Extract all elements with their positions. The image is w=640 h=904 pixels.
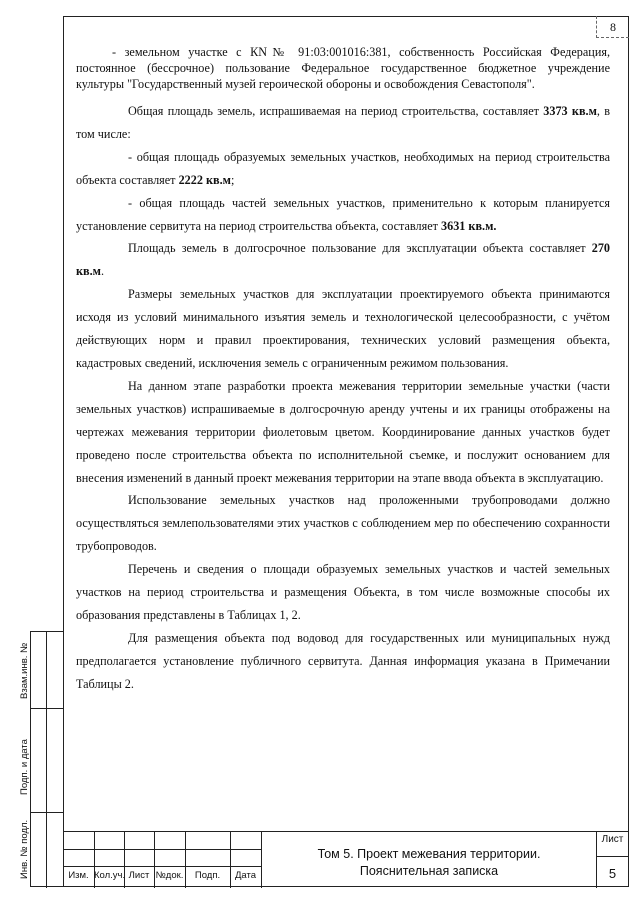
document-title [262, 846, 596, 880]
side-stamp-strip [30, 631, 63, 887]
side-label-original-inv: Инв. № подл. [19, 819, 30, 879]
document-title-line2: Пояснительная записка [359, 864, 499, 878]
side-label-replacement-inv: Взам.инв. № [19, 642, 30, 699]
paragraph-long-term-area: Площадь земель в долгосрочное пользование для эксплуатации объекта составляет 270 кв.м. [76, 241, 610, 279]
side-strip-divider [31, 812, 64, 813]
page-number-top: 8 [596, 16, 629, 38]
header-sheet: Лист [128, 870, 150, 881]
document-body [76, 44, 610, 696]
paragraph-servitude-area: - общая площадь частей земельных участков, применительно к которым планируется установление сервитута на период строительства объекта, составляет 3631 кв.м. [76, 195, 610, 233]
side-strip-column [31, 632, 47, 888]
header-signature: Подп. [194, 870, 221, 881]
long-term-area-value: 270 кв.м [76, 241, 610, 279]
header-count: Кол.уч. [94, 870, 126, 881]
document-title-line1: Том 5. Проект межевания территории. [317, 847, 541, 861]
sheet-label: Лист [601, 834, 624, 845]
paragraph-land-plot: - земельном участке с КN№ 91:03:001016:381, собственность Российская Федерация, постоянное (бессрочное) пользование Федеральное государственное бюджетное учреждение культуры "Государственный музей героической обороны и освобождения Севастополя". [76, 45, 610, 91]
total-area-value: 3373 кв.м [543, 104, 597, 118]
servitude-area-value: 3631 кв.м. [441, 218, 497, 233]
sheet-number: 5 [608, 866, 617, 881]
paragraph-plot-sizes: Размеры земельных участков для эксплуатации проектируемого объекта принимаются исходя из условий минимального изъятия земель и технологической целесообразности, с учётом действующих норм и правил проектирования, технических условий размещения объекта, кадастровых сведений, исключения земель с ограниченным режимом пользования. [76, 287, 610, 370]
header-doc-number: №док. [155, 870, 184, 881]
paragraph-formed-plots-area: - общая площадь образуемых земельных участков, необходимых на период строительства объекта составляет 2222 кв.м; [76, 149, 610, 187]
paragraph-tables-reference: Перечень и сведения о площади образуемых земельных участков и частей земельных участков на период строительства и размещения Объекта, в том числе возможные способы их образования представлены в Таблицах 1, 2. [76, 562, 610, 622]
paragraph-current-stage: На данном этапе разработки проекта межевания территории земельные участки (части земельных участков) испрашиваемые в долгосрочную аренду учтены и их границы отображены на чертежах межевания территории фиолетовым цветом. Координирование данных участков будет проведено после строительства объекта по исполнительной съемке, и послужит основанием для внесения изменений в данный проект межевания территории на этапе ввода объекта в эксплуатацию. [76, 378, 610, 485]
paragraph-total-area: Общая площадь земель, испрашиваемая на период строительства, составляет 3373 кв.м, в том числе: [76, 104, 610, 141]
formed-plots-area-value: 2222 кв.м [178, 172, 231, 187]
header-date: Дата [234, 870, 257, 881]
side-strip-divider [31, 708, 64, 709]
header-change: Изм. [68, 870, 89, 881]
paragraph-pipeline-usage: Использование земельных участков над проложенными трубопроводами должно осуществляться землепользователями этих участков с соблюдением мер по обеспечению сохранности трубопроводов. [76, 493, 610, 554]
paragraph-public-servitude: Для размещения объекта под водовод для государственных или муниципальных нужд предполагается установление публичного сервитута. Данная информация указана в Примечании Таблицы 2. [76, 630, 610, 691]
side-label-signature-date: Подп. и дата [19, 739, 30, 795]
